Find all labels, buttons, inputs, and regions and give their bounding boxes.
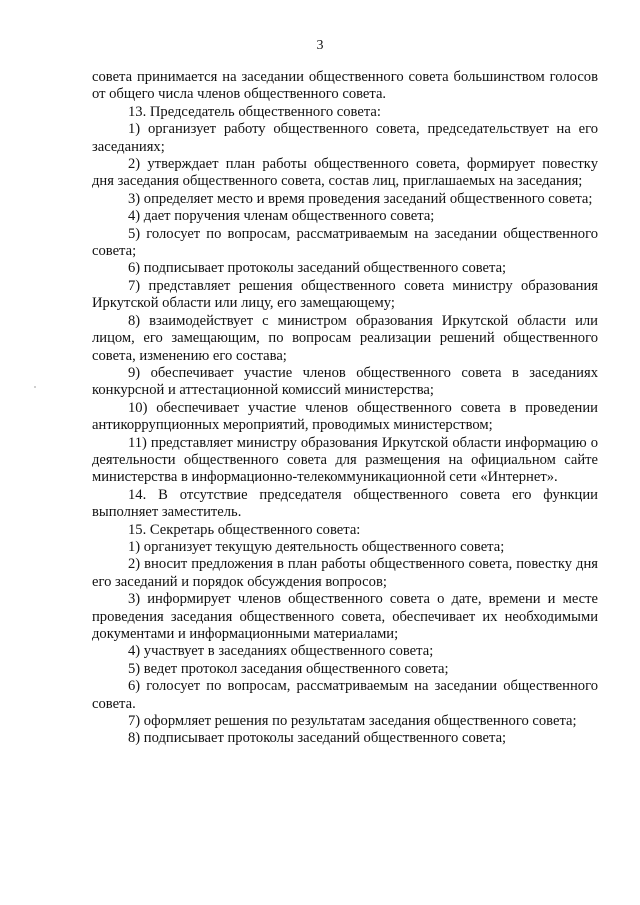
page-number: 3 [316, 38, 324, 53]
paragraph-item: 11) представляет министру образования Иркутской области информацию о деятельности общественного совета для размещения на официальном сайте министерства в информационно-телекоммуникационной сети «Интернет». [92, 434, 598, 486]
paragraph-item: 9) обеспечивает участие членов общественного совета в заседаниях конкурсной и аттестационной комиссий министерства; [92, 364, 598, 399]
paragraph-item: 2) утверждает план работы общественного совета, формирует повестку дня заседания общественного совета, состав лиц, приглашаемых на заседания; [92, 156, 598, 190]
paragraph-item: 8) подписывает протоколы заседаний общественного совета; [128, 730, 507, 747]
paragraph-section-15-heading: 15. Секретарь общественного совета: [128, 521, 361, 538]
paragraph-item: 2) вносит предложения в план работы общественного совета, повестку дня его заседаний и порядок обсуждения вопросов; [92, 556, 598, 590]
paragraph-item: 7) оформляет решения по результатам заседания общественного совета; [128, 713, 577, 730]
paragraph-item: 3) определяет место и время проведения заседаний общественного совета; [128, 190, 593, 207]
paragraph-item: 1) организует текущую деятельность общественного совета; [128, 538, 505, 555]
paragraph-continuation: совета принимается на заседании общественного совета большинством голосов от общего числа членов общественного совета. [92, 69, 598, 103]
paragraph-item: 3) информирует членов общественного совета о дате, времени и месте проведения заседания общественного совета, обеспечивает их необходимыми документами и информационными материалами; [92, 591, 598, 642]
paragraph-item: 7) представляет решения общественного совета министру образования Иркутской области или лицу, его замещающему; [92, 277, 598, 312]
margin-mark [34, 386, 36, 388]
paragraph-item: 8) взаимодействует с министром образования Иркутской области или лицом, его замещающим, по вопросам реализации решений общественного совета, изменению его состава; [92, 312, 598, 364]
paragraph-item: 6) подписывает протоколы заседаний общественного совета; [128, 260, 507, 277]
paragraph-item: 6) голосует по вопросам, рассматриваемым на заседании общественного совета. [92, 678, 598, 712]
paragraph-item: 10) обеспечивает участие членов общественного совета в проведении антикоррупционных мероприятий, проводимых министерством; [92, 399, 598, 434]
paragraph-item: 5) ведет протокол заседания общественного совета; [128, 660, 449, 677]
paragraph-section-13-heading: 13. Председатель общественного совета: [128, 103, 381, 120]
document-body [92, 69, 598, 748]
paragraph-item: 1) организует работу общественного совета, председательствует на его заседаниях; [92, 121, 598, 155]
paragraph-item: 4) участвует в заседаниях общественного совета; [128, 643, 434, 660]
paragraph-item: 5) голосует по вопросам, рассматриваемым на заседании общественного совета; [92, 225, 598, 260]
paragraph-section-14: 14. В отсутствие председателя общественного совета его функции выполняет заместитель. [92, 486, 598, 521]
paragraph-item: 4) дает поручения членам общественного совета; [128, 208, 435, 225]
